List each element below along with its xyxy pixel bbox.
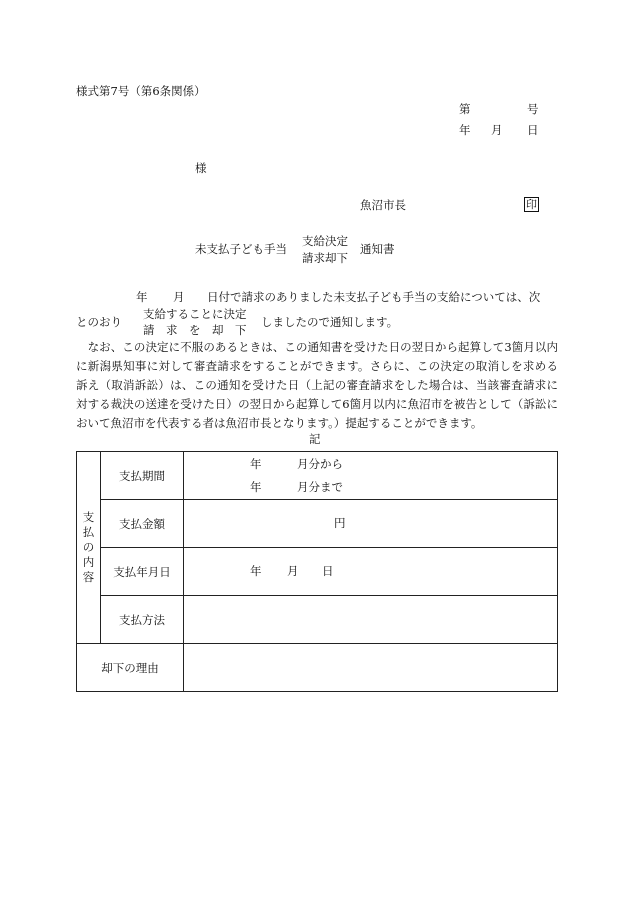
payment-date-day: 日 xyxy=(322,564,334,578)
body-month: 月 xyxy=(173,290,185,304)
notice-option-grant: 支給決定 xyxy=(302,234,348,248)
period-to-month: 月分まで xyxy=(297,480,343,494)
doc-number-suffix: 号 xyxy=(527,102,539,116)
payment-details-group-label: 支 払 の 内 容 xyxy=(77,452,101,644)
notice-subject: 未支払子ども手当 xyxy=(195,242,287,256)
table-row xyxy=(77,548,558,596)
record-heading: 記 xyxy=(309,432,321,446)
doc-date-day: 日 xyxy=(527,123,539,137)
choice-reject: 請 求 を 却 下 xyxy=(143,323,247,337)
payment-date-field[interactable] xyxy=(184,548,558,596)
notice-option-reject: 請求却下 xyxy=(302,251,348,265)
body-year: 年 xyxy=(136,290,148,304)
payment-date-month: 月 xyxy=(287,564,299,578)
table-row xyxy=(77,452,558,500)
notice-suffix: 通知書 xyxy=(360,242,395,256)
payment-amount-field[interactable] xyxy=(184,500,558,548)
table-row xyxy=(77,644,558,692)
addressee-suffix: 様 xyxy=(195,161,207,175)
payment-amount-label: 支払金額 xyxy=(101,500,184,548)
payment-method-field[interactable] xyxy=(184,596,558,644)
doc-date-year: 年 xyxy=(459,123,471,137)
payment-date-label: 支払年月日 xyxy=(101,548,184,596)
body-line2-prefix: とのおり xyxy=(76,315,122,329)
table-row xyxy=(77,596,558,644)
payment-period-field[interactable] xyxy=(184,452,558,500)
table-row xyxy=(77,500,558,548)
seal-mark: 印 xyxy=(526,198,537,211)
body-line2-suffix: しましたので通知します。 xyxy=(261,315,399,329)
rejection-reason-field[interactable] xyxy=(184,644,558,692)
issuer-title: 魚沼市長 xyxy=(360,198,406,212)
amount-unit: 円 xyxy=(334,516,346,530)
rejection-reason-label: 却下の理由 xyxy=(77,644,184,692)
payment-date-year: 年 xyxy=(250,564,262,578)
form-number: 様式第7号（第6条関係） xyxy=(76,84,206,98)
period-from-year: 年 xyxy=(250,457,262,471)
body-line1-text: 日付で請求のありました未支払子ども手当の支給については、次 xyxy=(207,290,541,304)
doc-date-month: 月 xyxy=(491,123,503,137)
period-to-year: 年 xyxy=(250,480,262,494)
payment-method-label: 支払方法 xyxy=(101,596,184,644)
payment-table xyxy=(76,451,558,692)
payment-period-label: 支払期間 xyxy=(101,452,184,500)
choice-grant: 支給することに決定 xyxy=(143,307,247,321)
period-from-month: 月分から xyxy=(297,457,343,471)
appeal-notice: なお、この決定に不服のあるときは、この通知書を受けた日の翌日から起算して3箇月以内に新潟県知事に対して審査請求をすることができます。さらに、この決定の取消しを求める訴え（取消訴訟）は、この通知を受けた日（上記の審査請求をした場合は、当該審査請求に対する裁決の送達を受けた日）の翌日から起算して6箇月以内に魚沼市を被告として（訴訟において魚沼市を代表する者は魚沼市長となります。）提起することができます。 xyxy=(76,340,558,430)
doc-number-prefix: 第 xyxy=(459,102,471,116)
